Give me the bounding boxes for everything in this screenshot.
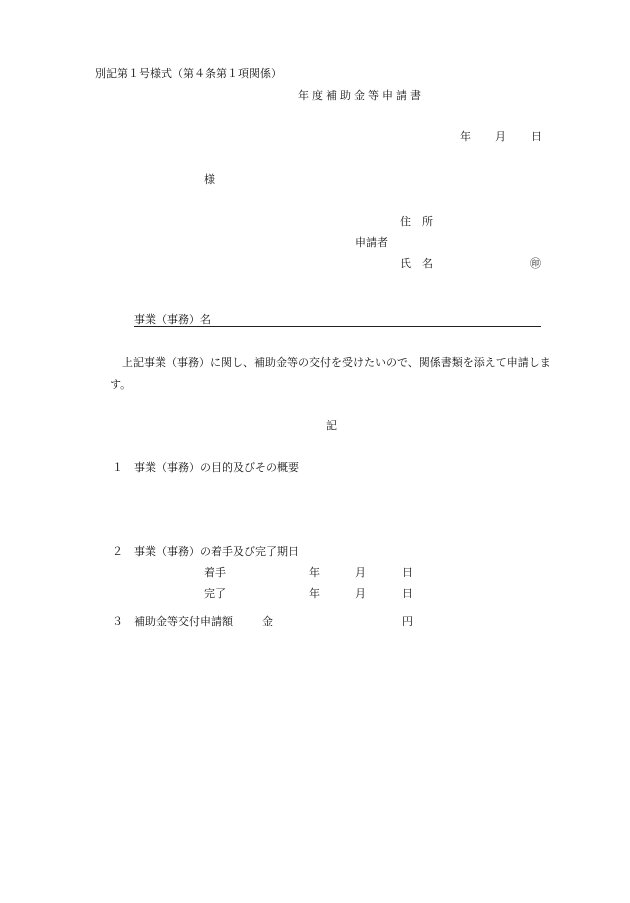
item2-start-month: 月 <box>355 566 366 579</box>
item2-start-year: 年 <box>309 566 320 579</box>
body-paragraph: 上記事業（事務）に関し、補助金等の交付を受けたいので、関係書類を添えて申請します。 <box>110 356 551 391</box>
item3-yen: 円 <box>402 615 413 628</box>
date-year-label: 年 <box>460 130 471 143</box>
applicant-label: 申請者 <box>355 236 388 249</box>
name-label: 氏 名 <box>400 257 433 270</box>
item2-end-month: 月 <box>355 587 366 600</box>
ki-heading: 記 <box>326 419 337 432</box>
date-day-label: 日 <box>531 130 542 143</box>
project-name-label: 事業（事務）名 <box>134 313 211 326</box>
item2-end-day: 日 <box>402 587 413 600</box>
address-label: 住 所 <box>400 215 433 228</box>
document-title: 年度補助金等申請書 <box>298 89 424 102</box>
item2-start-day: 日 <box>402 566 413 579</box>
date-month-label: 月 <box>495 130 506 143</box>
item3-label: 補助金等交付申請額 <box>134 615 233 628</box>
item2-end-label: 完了 <box>204 587 226 600</box>
item1-label: 事業（事務）の目的及びその概要 <box>134 461 299 474</box>
item3-number: ３ <box>112 615 123 628</box>
item3-kin: 金 <box>262 615 273 628</box>
form-number: 別記第１号様式（第４条第１項関係） <box>95 67 282 80</box>
item1-number: １ <box>112 461 123 474</box>
item2-label: 事業（事務）の着手及び完了期日 <box>134 545 299 558</box>
item2-start-label: 着手 <box>204 566 226 579</box>
item2-end-year: 年 <box>309 587 320 600</box>
item2-number: ２ <box>112 545 123 558</box>
project-name-underline <box>134 326 541 327</box>
addressee-honorific: 様 <box>204 173 215 186</box>
seal-mark: ㊞ <box>530 257 541 270</box>
